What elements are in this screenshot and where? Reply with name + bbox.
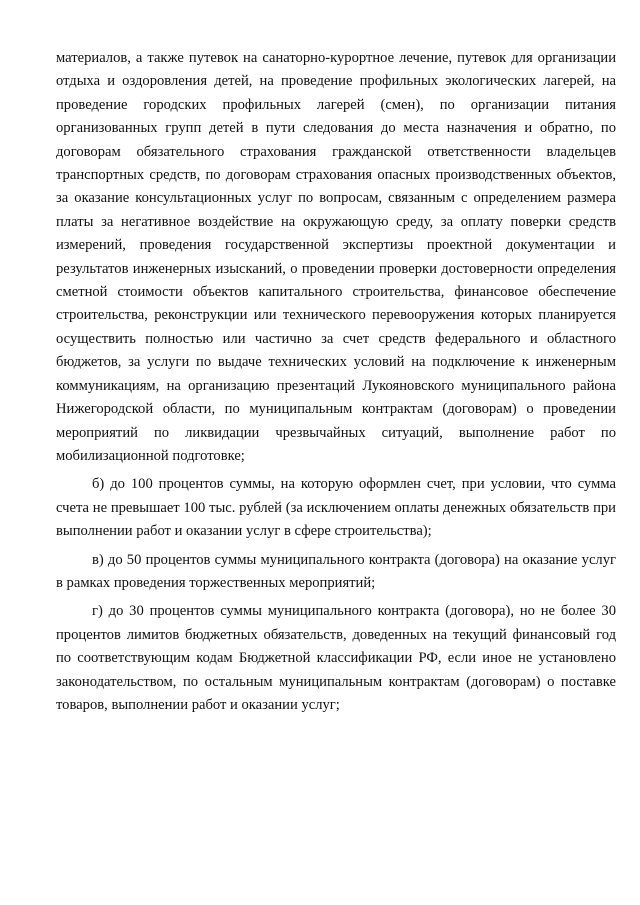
paragraph-a-continuation: материалов, а также путевок на санаторно-курортное лечение, путевок для организации отдыха и оздоровления детей, на проведение профильных экологических лагерей, на проведение городских профильных лагерей (смен), по организации питания организованных групп детей в пути следования до места назначения и обратно, по договорам обязательного страхования гражданской ответственности владельцев транспортных средств, по договорам страхования опасных производственных объектов, за оказание консультационных услуг по вопросам, связанным с определением размера платы за негативное воздействие на окружающую среду, за оплату поверки средств измерений, проведения государственной экспертизы проектной документации и результатов инженерных изысканий, о проведении проверки достоверности определения сметной стоимости объектов капитального строительства, финансовое обеспечение строительства, реконструкции или технического перевооружения которых планируется осуществить полностью или частично за счет средств федерального и областного бюджетов, за услуги по выдаче технических условий на подключение к инженерным коммуникациям, на организацию презентаций Лукояновского муниципального района Нижегородской области, по муниципальным контрактам (договорам) о проведении мероприятий по ликвидации чрезвычайных ситуаций, выполнение работ по мобилизационной подготовке; xyxy=(56,50,616,464)
paragraph-v: в) до 50 процентов суммы муниципального контракта (договора) на оказание услуг в рамках проведения торжественных мероприятий; xyxy=(56,551,616,591)
paragraph-b: б) до 100 процентов суммы, на которую оформлен счет, при условии, что сумма счета не превышает 100 тыс. рублей (за исключением оплаты денежных обязательств при выполнении работ и оказании услуг в сфере строительства); xyxy=(56,476,616,540)
paragraph-g: г) до 30 процентов суммы муниципального контракта (договора), но не более 30 процентов лимитов бюджетных обязательств, доведенных на текущий финансовый год по соответствующим кодам Бюджетной классификации РФ, если иное не установлено законодательством, по остальным муниципальным контрактам (договорам) о поставке товаров, выполнении работ и оказании услуг; xyxy=(56,603,616,713)
document-body xyxy=(56,47,616,717)
